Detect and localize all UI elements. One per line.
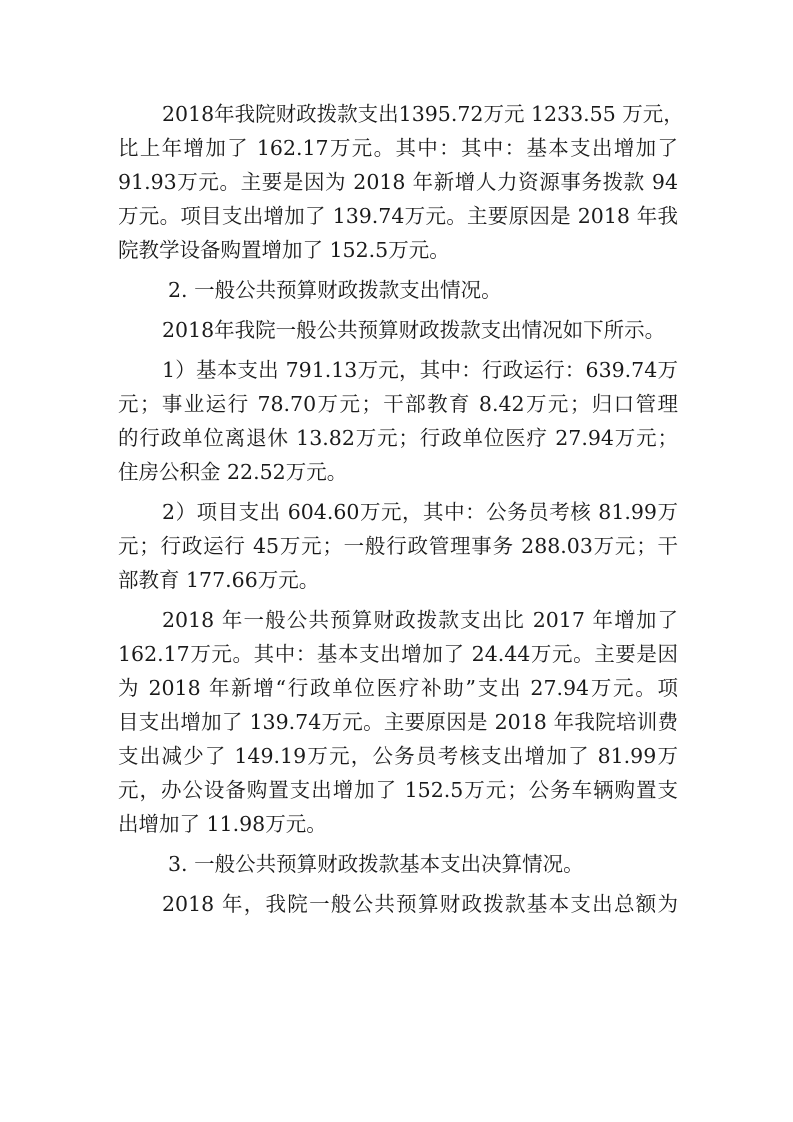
text-line: 162.17万元。其中：基本支出增加了 24.44万元。主要是因: [118, 642, 678, 666]
paragraph-intro: [118, 313, 678, 347]
section-heading-3: 3. 一般公共预算财政拨款基本支出决算情况。: [168, 852, 584, 876]
text-line: 万元。项目支出增加了 139.74万元。主要原因是 2018 年我: [118, 204, 678, 228]
text-line: 住房公积金 22.52万元。: [118, 460, 348, 484]
text-line: 2018 年一般公共预算财政拨款支出比 2017 年增加了: [162, 608, 678, 632]
text-line: 元；行政运行 45万元；一般行政管理事务 288.03万元；干: [118, 534, 678, 558]
text-line: 出增加了 11.98万元。: [118, 812, 327, 836]
text-line: 91.93万元。主要是因为 2018 年新增人力资源事务拨款 94: [118, 170, 678, 194]
text-line: 1）基本支出 791.13万元，其中：行政运行：639.74万: [162, 358, 678, 382]
text-line: 支出减少了 149.19万元，公务员考核支出增加了 81.99万: [118, 744, 678, 768]
section-heading-2: 2. 一般公共预算财政拨款支出情况。: [168, 278, 502, 302]
document-body: [118, 97, 684, 927]
paragraph-basic-total: [118, 887, 678, 921]
text-line: 元；事业运行 78.70万元；干部教育 8.42万元；归口管理: [118, 392, 678, 416]
text-line: 2018 年，我院一般公共预算财政拨款基本支出总额为: [162, 892, 678, 916]
text-line: 2018年我院财政拨款支出1395.72万元 1233.55 万元，: [162, 102, 684, 126]
text-line: 比上年增加了 162.17万元。其中：其中：基本支出增加了: [118, 136, 678, 160]
text-line: 元，办公设备购置支出增加了 152.5万元；公务车辆购置支: [118, 778, 678, 802]
text-line: 目支出增加了 139.74万元。主要原因是 2018 年我院培训费: [118, 710, 678, 734]
text-line: 院教学设备购置增加了 152.5万元。: [118, 238, 450, 262]
text-line: 的行政单位离退休 13.82万元；行政单位医疗 27.94万元；: [118, 426, 678, 450]
paragraph-comparison: [118, 603, 678, 841]
paragraph-project-expenditure: [118, 495, 678, 597]
text-line: 部教育 177.66万元。: [118, 568, 320, 592]
paragraph-basic-expenditure: [118, 353, 678, 489]
text-line: 2018年我院一般公共预算财政拨款支出情况如下所示。: [162, 318, 666, 342]
paragraph-total-expenditure: [118, 97, 684, 267]
text-line: 2）项目支出 604.60万元，其中：公务员考核 81.99万: [162, 500, 678, 524]
text-line: 为 2018 年新增“行政单位医疗补助”支出 27.94万元。项: [118, 676, 678, 700]
